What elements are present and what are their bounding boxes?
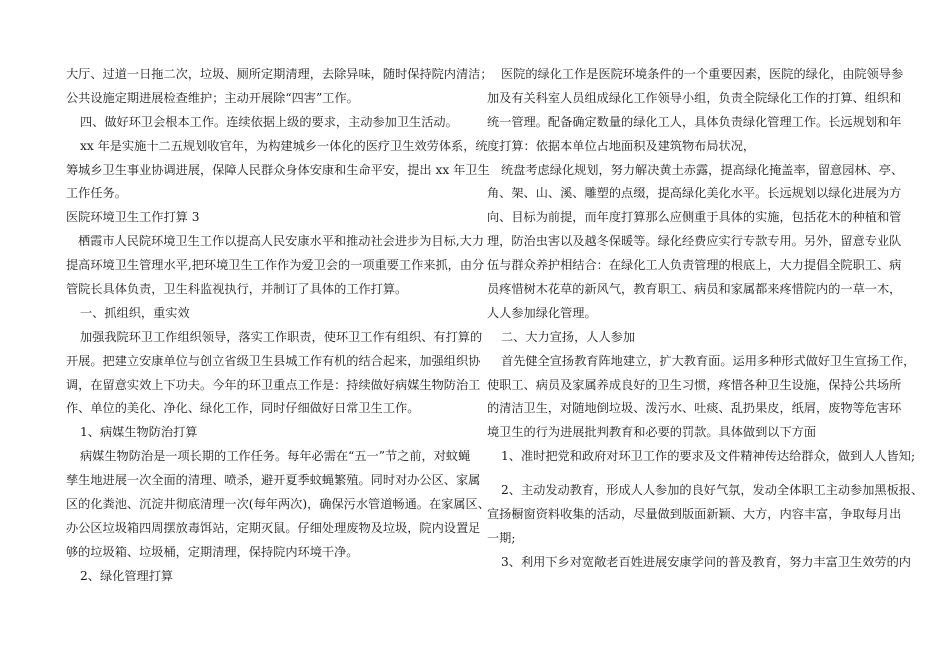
document-title: 医院环境卫生工作打算 3: [66, 210, 200, 225]
text-line: 公共设施定期进展检查维护；主动开展除“四害”工作。: [66, 90, 359, 105]
left-column: [66, 63, 493, 589]
text-line: 伍与群众养护相结合：在绿化工人负责管理的根底上，大力提倡全院职工、病: [487, 258, 902, 273]
right-column: [487, 63, 924, 575]
text-line: 统一管理。配备确定数量的绿化工人，具体负责绿化管理工作。长远规划和年: [487, 114, 902, 129]
text-line: 角、架、山、溪、雕塑的点缀，提高绿化美化水平。长远规划以绿化进展为方: [487, 186, 902, 201]
text-line: 提高环境卫生管理水平,把环境卫生工作作为爱卫会的一项重要工作来抓，由分: [66, 258, 485, 273]
text-line: 大厅、过道一日拖二次，垃圾、厕所定期清理，去除异味，随时保持院内清洁；: [66, 67, 493, 81]
list-item: 2、主动发动教育，形成人人参加的良好气氛，发动全体职工主动参加黑板报、: [501, 483, 924, 498]
text-line: 办公区垃圾箱四周摆放毒饵站，定期灭鼠。仔细处理废物及垃圾，院内设置足: [66, 520, 481, 535]
text-line: 统盘考虑绿化规划，努力解决黄土赤露，提高绿化掩盖率，留意园林、亭、: [501, 162, 904, 177]
text-line: 一期;: [487, 530, 516, 545]
text-line: 的清洁卫生，对随地倒垃圾、泼污水、吐痰、乱扔果皮，纸屑，废物等危害环: [487, 401, 902, 416]
text-line: 人人参加绿化管理。: [487, 305, 597, 320]
text-line: 员疼惜树木花草的新风气，教育职工、病员和家属都来疼惜院内的一草一木，: [487, 282, 902, 297]
subsection-heading: 2、绿化管理打算: [80, 568, 174, 583]
subsection-heading: 1、病媒生物防治打算: [80, 425, 198, 440]
text-line: 理，防治虫害以及越冬保暖等。绿化经费应实行专款专用。另外，留意专业队: [487, 234, 902, 249]
text-line: 加强我院环卫工作组织领导，落实工作职责，使环卫工作有组织、有打算的: [80, 329, 483, 344]
section-heading: 一、抓组织，重实效: [80, 305, 190, 320]
text-line: 首先健全宣扬教育阵地建立，扩大教育面。运用多种形式做好卫生宣扬工作，: [501, 353, 916, 368]
text-line: 管院长具体负责，卫生科监视执行，并制订了具体的工作打算。: [66, 282, 408, 297]
text-line: 使职工、病员及家属养成良好的卫生习惯，疼惜各种卫生设施，保持公共场所: [487, 377, 902, 392]
text-line: 区的化粪池、沉淀井彻底清理一次(每年两次)，确保污水管道畅通。在家属区、: [66, 497, 490, 512]
text-line: 宣扬橱窗资料收集的活动，尽量做到版面新颖、大方，内容丰富，争取每月出: [487, 507, 902, 522]
text-line: 孳生地进展一次全面的清理、喷杀，避开夏季蚊蝇繁殖。同时对办公区、家属: [66, 473, 481, 488]
text-line: 筹城乡卫生事业协调进展，保障人民群众身体安康和生命平安，提出 xx 年卫生: [66, 162, 490, 177]
list-item: 1、准时把党和政府对环卫工作的要求及文件精神传达给群众，做到人人皆知;: [501, 449, 916, 464]
text-line: 调，在留意实效上下功夫。今年的环卫重点工作是：持续做好病媒生物防治工: [66, 377, 481, 392]
text-line: 度打算：依据本单位占地面积及建筑物布局状况，: [487, 138, 756, 153]
list-item: 3、利用下乡对宽敞老百姓进展安康学问的普及教育，努力丰富卫生效劳的内: [501, 554, 911, 569]
text-line: 加及有关科室人员组成绿化工作领导小组，负责全院绿化工作的打算、组织和: [487, 90, 902, 105]
text-line: 向、目标为前提，而年度打算那么应侧重于具体的实施，包括花木的种植和管: [487, 210, 902, 225]
text-line: 作、单位的美化、净化、绿化工作，同时仔细做好日常卫生工作。: [66, 401, 420, 416]
text-line: xx 年是实施十二五规划收官年，为构建城乡一体化的医疗卫生效劳体系，统: [80, 138, 488, 153]
text-line: 境卫生的行为进展批判教育和必要的罚款。具体做到以下方面: [487, 425, 817, 440]
text-line: 医院的绿化工作是医院环境条件的一个重要因素，医院的绿化，由院领导参: [501, 67, 904, 81]
text-line: 开展。把建立安康单位与创立省级卫生县城工作有机的结合起来，加强组织协: [66, 353, 481, 368]
text-line: 工作任务。: [66, 186, 127, 201]
text-line: 够的垃圾箱、垃圾桶，定期清理，保持院内环境干净。: [66, 544, 359, 559]
text-line: 栖霞市人民院环境卫生工作以提高人民安康水平和推动社会进步为目标,大力: [78, 234, 485, 249]
section-heading: 四、做好环卫会根本工作。连续依据上级的要求，主动参加卫生活动。: [80, 114, 458, 129]
section-heading: 二、大力宣扬，人人参加: [501, 329, 636, 344]
text-line: 病媒生物防治是一项长期的工作任务。每年必需在“五一”节之前，对蚊蝇: [80, 449, 471, 464]
